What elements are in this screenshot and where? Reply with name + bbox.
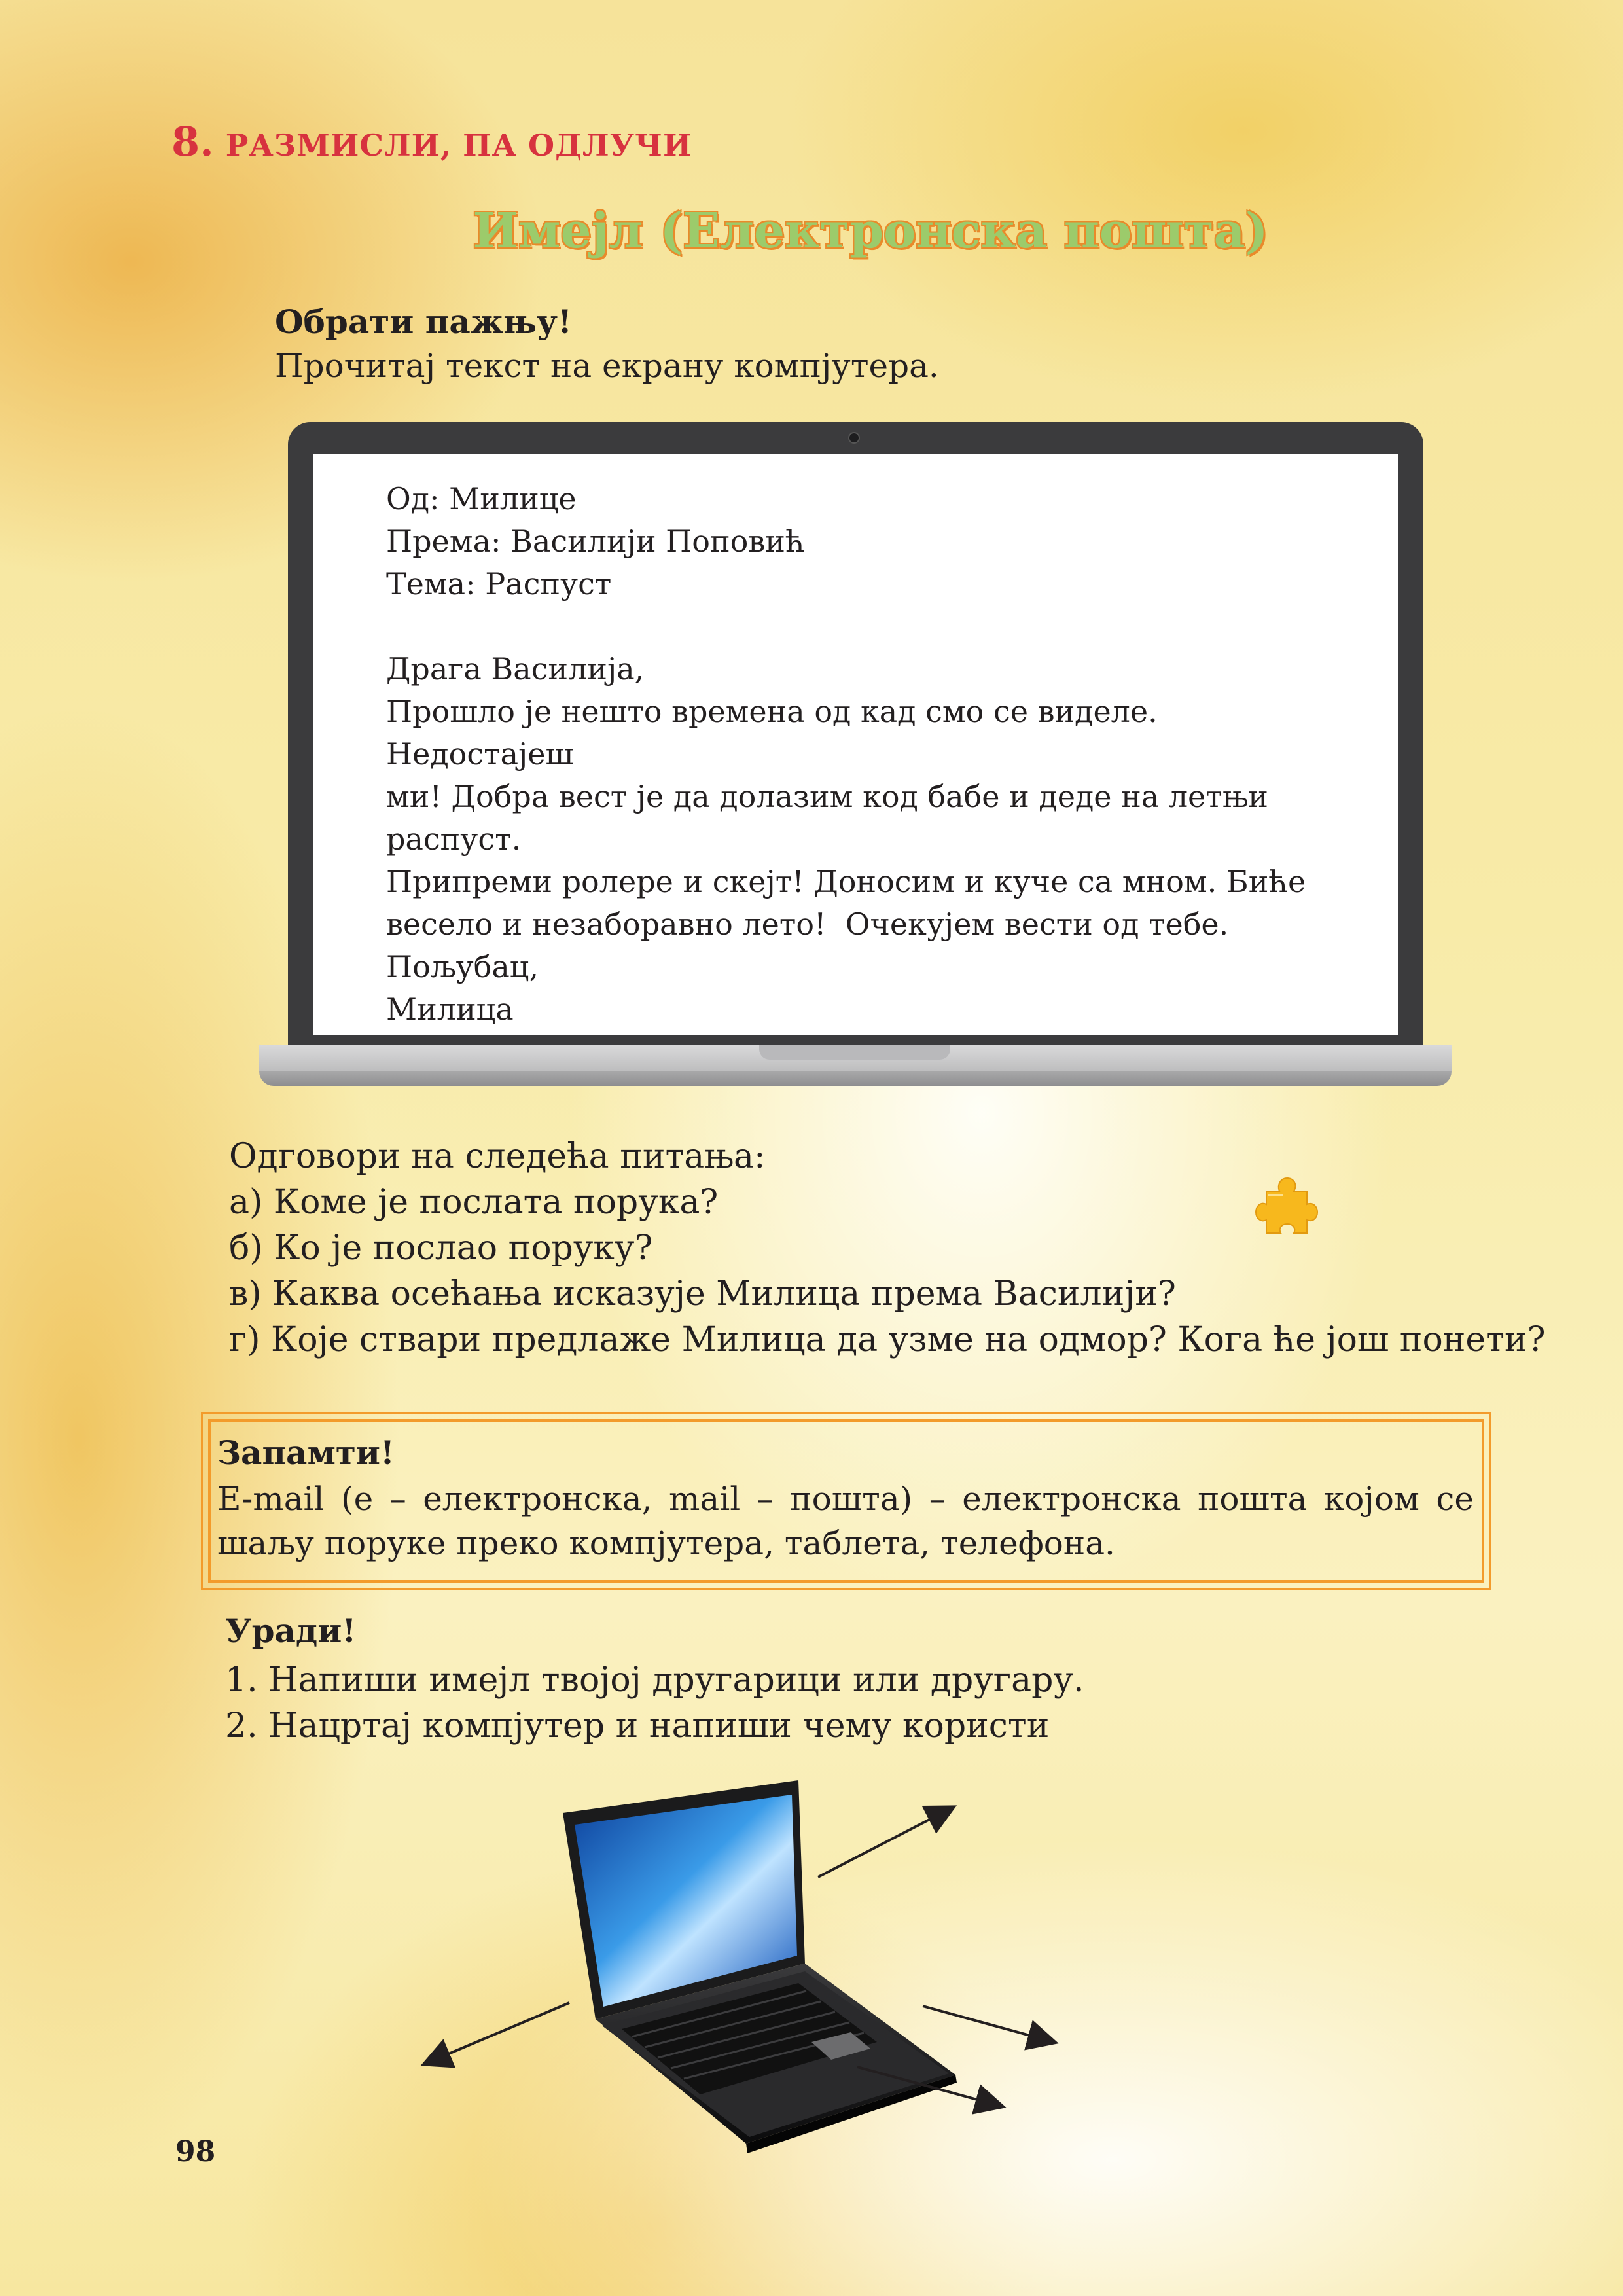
laptop-illustration <box>406 1767 1093 2173</box>
webcam-icon <box>848 432 860 444</box>
email-body-line: ми! Добра вест је да долазим код бабе и деде на летњи <box>386 779 1268 814</box>
instruction-text: Прочитај текст на екрану компјутера. <box>275 347 939 385</box>
email-spacer <box>386 605 1315 648</box>
email-closing: Пољубац, <box>386 949 539 984</box>
attention-heading: Обрати пажњу! <box>275 302 572 341</box>
email-message <box>386 478 1315 1031</box>
email-from: Од: Милице <box>386 481 577 516</box>
email-to: Према: Василији Поповић <box>386 524 805 559</box>
email-body-line: Прошло је нешто времена од кад смо се виделе. Недостајеш <box>386 694 1168 772</box>
chapter-number: 8. <box>171 118 214 166</box>
email-body-line: весело и незаборавно лето! Очекујем вести од тебе. <box>386 906 1229 942</box>
task-item: 1. Напиши имејл твојој другарици или другару. <box>225 1660 1084 1700</box>
puzzle-piece-icon <box>1253 1173 1319 1238</box>
remember-title: Запамти! <box>217 1433 395 1472</box>
lesson-title: Имејл (Електронска пошта) <box>473 203 1268 259</box>
laptop-notch <box>759 1045 950 1060</box>
remember-text: E-mail (е – електронска, mail – пошта) – електронска пошта којом се шаљу поруке преко компјутера, таблета, телефона. <box>217 1480 1474 1562</box>
email-body-line: Припреми ролере и скејт! Доносим и куче са мном. Биће <box>386 864 1306 899</box>
chapter-title: РАЗМИСЛИ, ПА ОДЛУЧИ <box>225 128 692 163</box>
page-number: 98 <box>175 2135 216 2168</box>
email-signature: Милица <box>386 992 514 1027</box>
task-list <box>225 1657 1084 1749</box>
email-greeting: Драга Василија, <box>386 651 645 687</box>
questions-section <box>229 1134 1546 1363</box>
question-item: г) Које ствари предлаже Милица да узме на одмор? Кога ће још понети? <box>229 1320 1546 1359</box>
question-item: б) Ко је послао поруку? <box>229 1229 653 1268</box>
email-subject: Тема: Распуст <box>386 566 612 601</box>
email-body-line: распуст. <box>386 821 522 857</box>
do-task-title: Уради! <box>225 1611 357 1650</box>
question-item: а) Коме је послата порука? <box>229 1183 719 1222</box>
task-item: 2. Нацртај компјутер и напиши чему користи <box>225 1706 1050 1746</box>
laptop-base-edge <box>259 1071 1452 1086</box>
question-item: в) Каква осећања исказује Милица према Василији? <box>229 1274 1176 1314</box>
questions-heading: Одговори на следећа питања: <box>229 1137 766 1176</box>
chapter-heading <box>171 118 692 166</box>
